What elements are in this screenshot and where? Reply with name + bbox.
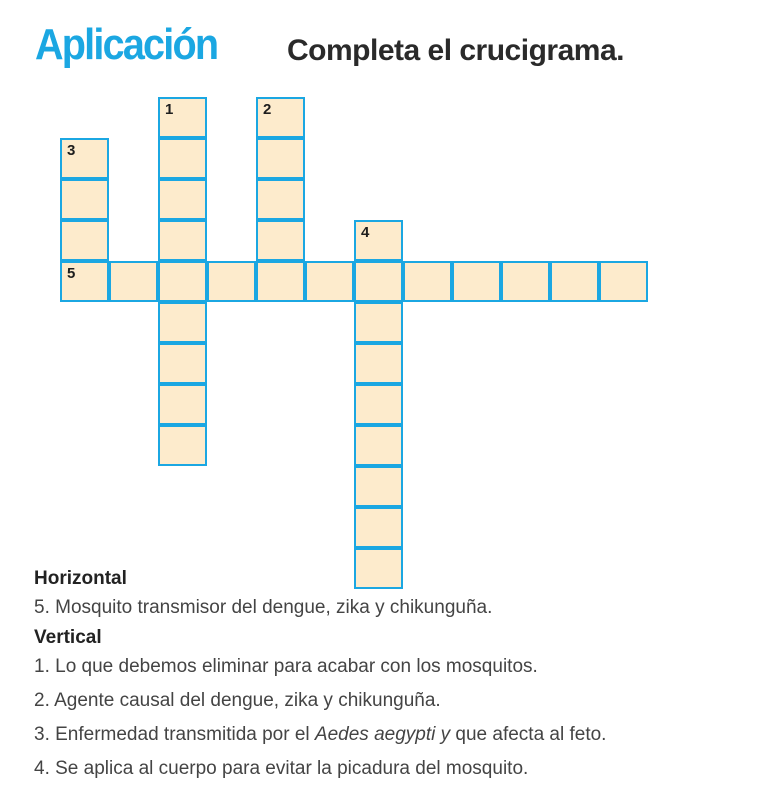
crossword-cell[interactable] <box>452 261 501 302</box>
crossword-cell[interactable] <box>354 425 403 466</box>
crossword-cell[interactable] <box>354 302 403 343</box>
crossword-cell[interactable] <box>354 343 403 384</box>
crossword-cell[interactable] <box>501 261 550 302</box>
crossword-cell[interactable] <box>256 138 305 179</box>
clue-vertical-4: 4. Se aplica al cuerpo para evitar la picadura del mosquito. <box>34 758 529 779</box>
crossword-cell[interactable] <box>158 384 207 425</box>
clue-vertical-3-text-end: que afecta al feto. <box>450 724 607 745</box>
crossword-cell[interactable] <box>403 261 452 302</box>
crossword-cell[interactable] <box>354 466 403 507</box>
clue-vertical-3-italic: Aedes aegypti y <box>314 724 451 745</box>
clue-vertical-3-text: 3. Enfermedad transmitida por el <box>34 724 315 745</box>
crossword-cell[interactable] <box>60 220 109 261</box>
crossword-cell[interactable] <box>354 384 403 425</box>
section-title: Aplicación <box>35 20 218 69</box>
clues-section <box>34 566 754 786</box>
crossword-cell[interactable] <box>158 138 207 179</box>
crossword-cell[interactable] <box>158 425 207 466</box>
clue-vertical-3 <box>34 718 754 752</box>
instruction-heading: Completa el crucigrama. <box>287 34 624 67</box>
crossword-cell[interactable] <box>158 220 207 261</box>
crossword-cell[interactable] <box>158 343 207 384</box>
vertical-heading: Vertical <box>34 627 102 648</box>
crossword-cell[interactable] <box>599 261 648 302</box>
crossword-cell[interactable] <box>256 261 305 302</box>
clue-number: 2 <box>263 101 272 118</box>
crossword-cell[interactable] <box>550 261 599 302</box>
crossword-cell[interactable] <box>256 179 305 220</box>
clue-horizontal-5: 5. Mosquito transmisor del dengue, zika y chikunguña. <box>34 597 493 618</box>
clue-number: 4 <box>361 224 370 241</box>
crossword-cell[interactable] <box>354 507 403 548</box>
crossword-cell[interactable] <box>60 261 109 302</box>
crossword-cell[interactable] <box>256 220 305 261</box>
crossword-cell[interactable] <box>158 302 207 343</box>
crossword-cell[interactable] <box>60 138 109 179</box>
crossword-cell[interactable] <box>158 261 207 302</box>
crossword-cell[interactable] <box>256 97 305 138</box>
clue-number: 3 <box>67 142 76 159</box>
crossword-cell[interactable] <box>354 261 403 302</box>
horizontal-heading: Horizontal <box>34 568 127 589</box>
crossword-cell[interactable] <box>60 179 109 220</box>
clue-vertical-1: 1. Lo que debemos eliminar para acabar con los mosquitos. <box>34 656 538 677</box>
crossword-cell[interactable] <box>305 261 354 302</box>
clue-number: 1 <box>165 101 174 118</box>
crossword-cell[interactable] <box>109 261 158 302</box>
crossword-cell[interactable] <box>354 220 403 261</box>
crossword-cell[interactable] <box>207 261 256 302</box>
crossword-cell[interactable] <box>158 97 207 138</box>
clue-number: 5 <box>67 265 76 282</box>
crossword-cell[interactable] <box>158 179 207 220</box>
clue-vertical-2: 2. Agente causal del dengue, zika y chikunguña. <box>34 690 441 711</box>
